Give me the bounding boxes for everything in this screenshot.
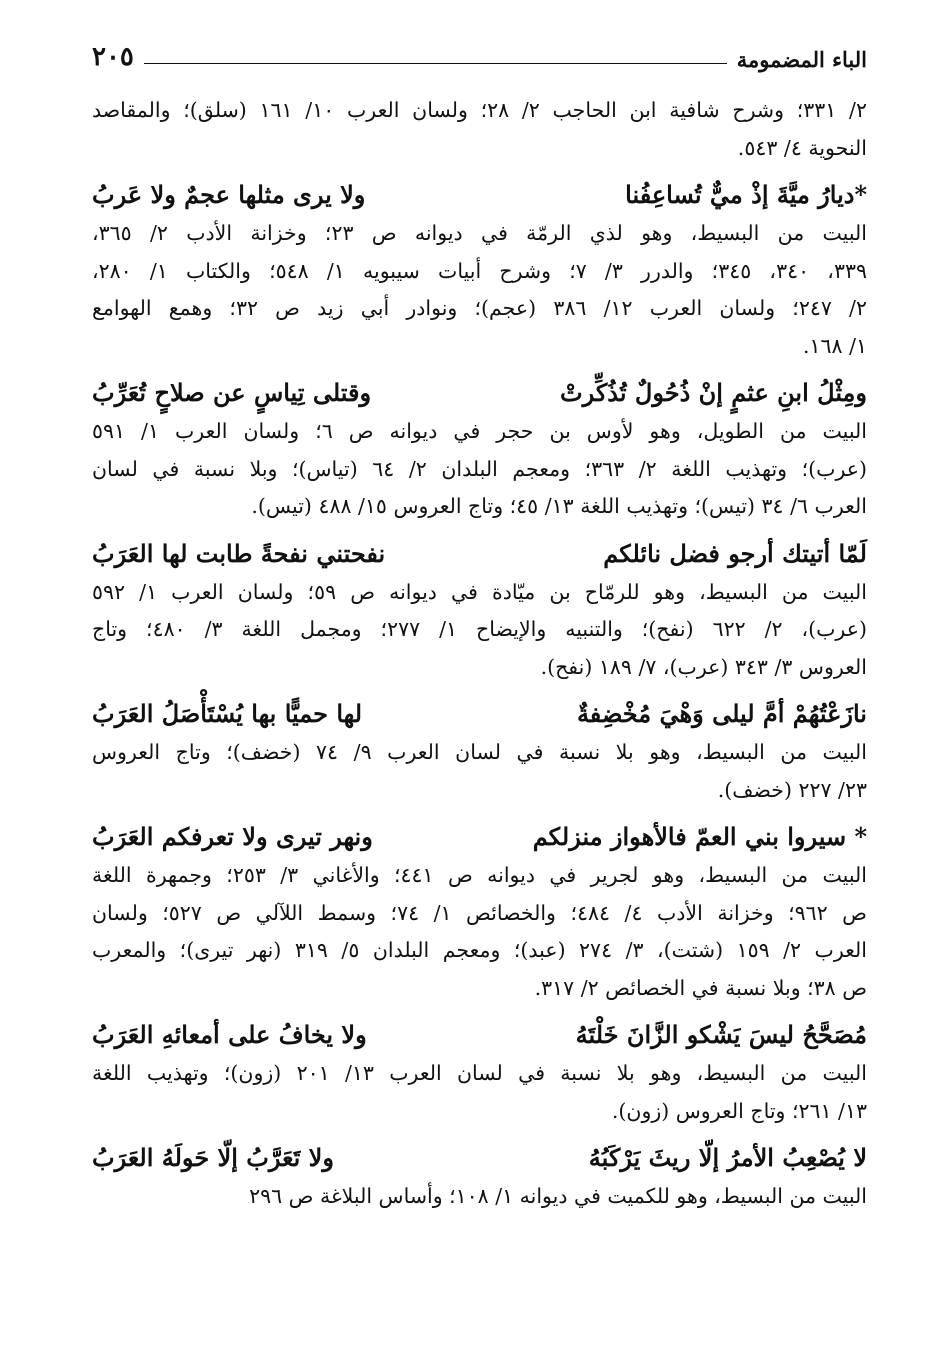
second-hemistich: ولا يخافُ على أمعائهِ العَرَبُ [92, 1020, 367, 1049]
intro-paragraph [92, 92, 867, 167]
second-hemistich: ولا تَعَرَّبُ إلّا حَولَهُ العَرَبُ [92, 1143, 334, 1172]
first-hemistich: * سيروا بني العمّ فالأهواز منزلكم [532, 822, 867, 851]
verse [92, 817, 867, 857]
page-header [92, 36, 867, 72]
verse-entry [92, 373, 867, 526]
commentary-paragraph [92, 215, 867, 365]
text-line: العرب ٦/ ٣٤ (تيس)؛ وتهذيب اللغة ١٣/ ٤٥؛ وتاج العروس ١٥/ ٤٨٨ (تيس). [251, 494, 867, 518]
first-hemistich: ومِثْلُ ابنِ عثمٍ إنْ ذُحُولٌ تُذُكِّرتْ [560, 378, 867, 407]
text-line: العرب ٢/ ١٥٩ (شتت)، ٣/ ٢٧٤ (عبد)؛ ومعجم البلدان ٥/ ٣١٩ (نهر تيرى)؛ والمعرب [92, 938, 867, 962]
text-line: البيت من البسيط، وهو بلا نسبة في لسان العرب ٩/ ٧٤ (خضف)؛ وتاج العروس [92, 740, 867, 764]
verse-entry [92, 694, 867, 809]
verse-entries [92, 175, 867, 1216]
commentary-paragraph [92, 413, 867, 526]
verse [92, 1015, 867, 1055]
verse-entry [92, 817, 867, 1007]
text-line: البيت من البسيط، وهو لذي الرمّة في ديوانه ص ٢٣؛ وخزانة الأدب ٢/ ٣٦٥، [92, 221, 867, 245]
first-hemistich: مُصَحَّحُ ليسَ يَشْكو الزَّانَ خَلْتَهُ [575, 1020, 867, 1049]
text-line: البيت من البسيط، وهو بلا نسبة في لسان العرب ١٣/ ٢٠١ (زون)؛ وتهذيب اللغة [92, 1061, 867, 1085]
first-hemistich: نازَعْتُهُمْ أمَّ ليلى وَهْيَ مُخْضِفةٌ [576, 699, 867, 728]
text-line: ٢٣/ ٢٢٧ (خضف). [717, 777, 867, 802]
header-rule [144, 63, 727, 64]
second-hemistich: وقتلى تِياسٍ عن صلاحٍ تُعَرِّبُ [92, 378, 372, 407]
verse [92, 534, 867, 574]
page-body [92, 92, 867, 1216]
running-head: الباء المضمومة [736, 47, 867, 72]
text-line: النحوية ٤/ ٥٤٣. [737, 135, 867, 160]
commentary-paragraph [92, 1178, 867, 1216]
commentary-paragraph [92, 734, 867, 809]
verse [92, 175, 867, 215]
text-line: ١٣/ ٢٦١؛ وتاج العروس (زون). [611, 1098, 867, 1123]
page-number: ٢٠٥ [92, 42, 134, 72]
text-line: البيت من البسيط، وهو لجرير في ديوانه ص ٤٤١؛ والأغاني ٣/ ٢٥٣؛ وجمهرة اللغة [92, 863, 867, 887]
text-line: البيت من الطويل، وهو لأوس بن حجر في ديوانه ص ٦؛ ولسان العرب ١/ ٥٩١ [92, 419, 867, 443]
commentary-paragraph [92, 1055, 867, 1130]
commentary-paragraph [92, 857, 867, 1007]
commentary-paragraph [92, 574, 867, 687]
verse [92, 694, 867, 734]
text-line: ١/ ١٦٨. [802, 333, 867, 358]
verse-entry [92, 175, 867, 365]
verse-entry [92, 1138, 867, 1216]
verse [92, 1138, 867, 1178]
second-hemistich: ونهر تيرى ولا تعرفكم العَرَبُ [92, 822, 373, 851]
text-line: ٢/ ٢٤٧؛ ولسان العرب ١٢/ ٣٨٦ (عجم)؛ ونوادر أبي زيد ص ٣٢؛ وهمع الهوامع [92, 296, 867, 320]
text-line: ٢/ ٣٣١؛ وشرح شافية ابن الحاجب ٢/ ٢٨؛ ولسان العرب ١٠/ ١٦١ (سلق)؛ والمقاصد [92, 98, 867, 122]
text-line: البيت من البسيط، وهو للرمّاح بن ميّادة في ديوانه ص ٥٩؛ ولسان العرب ١/ ٥٩٢ [92, 579, 867, 604]
text-line: البيت من البسيط، وهو للكميت في ديوانه ١/ ١٠٨؛ وأساس البلاغة ص ٢٩٦ [249, 1184, 867, 1208]
second-hemistich: نفحتني نفحةً طابت لها العَرَبُ [92, 538, 386, 568]
verse-entry [92, 1015, 867, 1130]
first-hemistich: لا يُصْعِبُ الأمرُ إلّا ريثَ يَرْكَبُهُ [588, 1143, 867, 1172]
text-line: (عرب)، ٢/ ٦٢٢ (نفح)؛ والتنبيه والإيضاح ١/ ٢٧٧؛ ومجمل اللغة ٣/ ٤٨٠؛ وتاج [92, 617, 867, 641]
text-line: ٣٣٩، ٣٤٠، ٣٤٥؛ والدرر ٣/ ٧؛ وشرح أبيات سيبويه ١/ ٥٤٨؛ والكتاب ١/ ٢٨٠، [92, 258, 867, 283]
text-line: (عرب)؛ وتهذيب اللغة ٢/ ٣٦٣؛ ومعجم البلدان ٢/ ٦٤ (تياس)؛ وبلا نسبة في لسان [92, 456, 867, 481]
second-hemistich: لها حميًّا بها يُسْتَأْصَلُ العَرَبُ [92, 699, 363, 728]
verse [92, 373, 867, 413]
verse-entry [92, 534, 867, 687]
second-hemistich: ولا يرى مثلها عجمٌ ولا عَربُ [92, 180, 366, 209]
text-line: ص ٩٦٢؛ وخزانة الأدب ٤/ ٤٨٤؛ والخصائص ١/ ٧٤؛ وسمط اللآلي ص ٥٢٧؛ ولسان [92, 900, 867, 925]
first-hemistich: لَمّا أتيتك أرجو فضل نائلكم [603, 538, 867, 568]
text-line: العروس ٣/ ٣٤٣ (عرب)، ٧/ ١٨٩ (نفح). [540, 654, 867, 679]
text-line: ص ٣٨؛ وبلا نسبة في الخصائص ٢/ ٣١٧. [534, 975, 867, 1000]
first-hemistich: *ديارُ ميَّةَ إذْ ميٌّ تُساعِفُنا [625, 180, 867, 209]
